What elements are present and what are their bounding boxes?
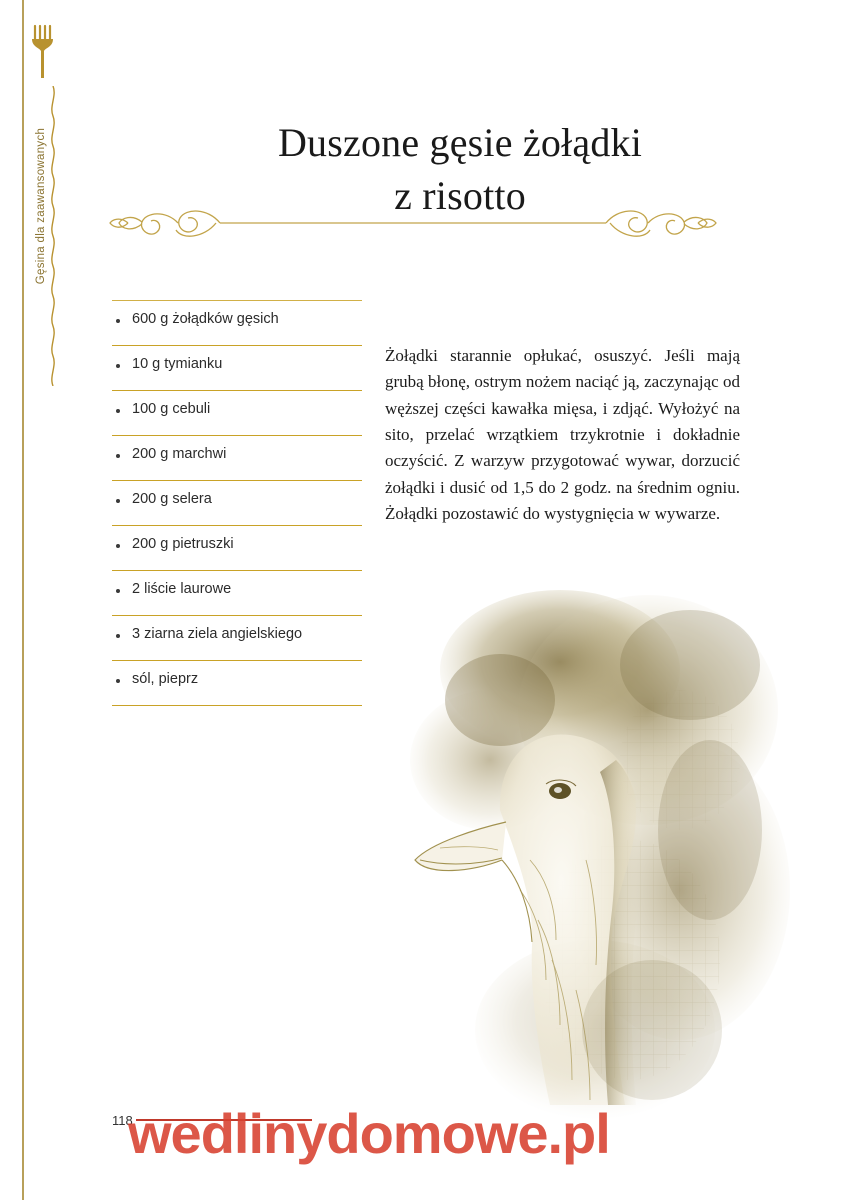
ingredient-text: 200 g marchwi [132, 446, 227, 462]
flourish-ornament-icon [108, 196, 718, 250]
page-number: 118 [112, 1113, 133, 1128]
ingredient-text: 3 ziarna ziela angielskiego [132, 626, 303, 642]
title-line-2: z risotto [394, 173, 526, 219]
ingredient-text: 600 g żołądków gęsich [132, 311, 279, 327]
list-item [112, 661, 362, 706]
site-watermark: wedlinydomowe.pl [128, 1102, 610, 1165]
list-item [112, 571, 362, 616]
ingredient-text: 100 g cebuli [132, 401, 211, 417]
list-item [112, 391, 362, 436]
ingredient-text: 200 g selera [132, 491, 212, 507]
title-line-1: Duszone gęsie żołądki [277, 120, 643, 165]
side-strip [0, 0, 90, 1200]
ingredient-text: 10 g tymianku [132, 356, 223, 372]
ingredient-text: 200 g pietruszki [132, 536, 234, 552]
bullet-icon [116, 679, 120, 683]
ingredients-list [112, 300, 362, 706]
bullet-icon [116, 634, 120, 638]
bullet-icon [116, 454, 120, 458]
bullet-icon [116, 364, 120, 368]
list-item [112, 616, 362, 661]
ingredient-text: 2 liście laurowe [132, 581, 232, 597]
list-item [112, 301, 362, 346]
bullet-icon [116, 409, 120, 413]
recipe-instructions: Żołądki starannie opłukać, osuszyć. Jeśli mają grubą błonę, ostrym nożem naciąć ją, zaczynając od węższej części kawałka mięsa, i zdjąć. Wyłożyć na sito, przelać wrzątkiem trzykrotnie i dokładnie oczyścić. Z warzyw przygotować wywar, dorzucić żołądki i dusić od 1,5 do 2 godz. na średnim ogniu. Żołądki pozostawić do wystygnięcia w wywarze. [385, 346, 740, 524]
chapter-side-label: Gęsina dla zaawansowanych [35, 127, 47, 285]
list-item [112, 436, 362, 481]
list-item [112, 346, 362, 391]
bullet-icon [116, 319, 120, 323]
bullet-icon [116, 589, 120, 593]
list-item [112, 481, 362, 526]
fork-icon [30, 24, 56, 80]
goose-head-illustration [380, 560, 800, 1120]
ingredient-text: sól, pieprz [132, 671, 199, 687]
wavy-line-icon [49, 86, 57, 386]
bullet-icon [116, 499, 120, 503]
bullet-icon [116, 544, 120, 548]
list-item [112, 526, 362, 571]
